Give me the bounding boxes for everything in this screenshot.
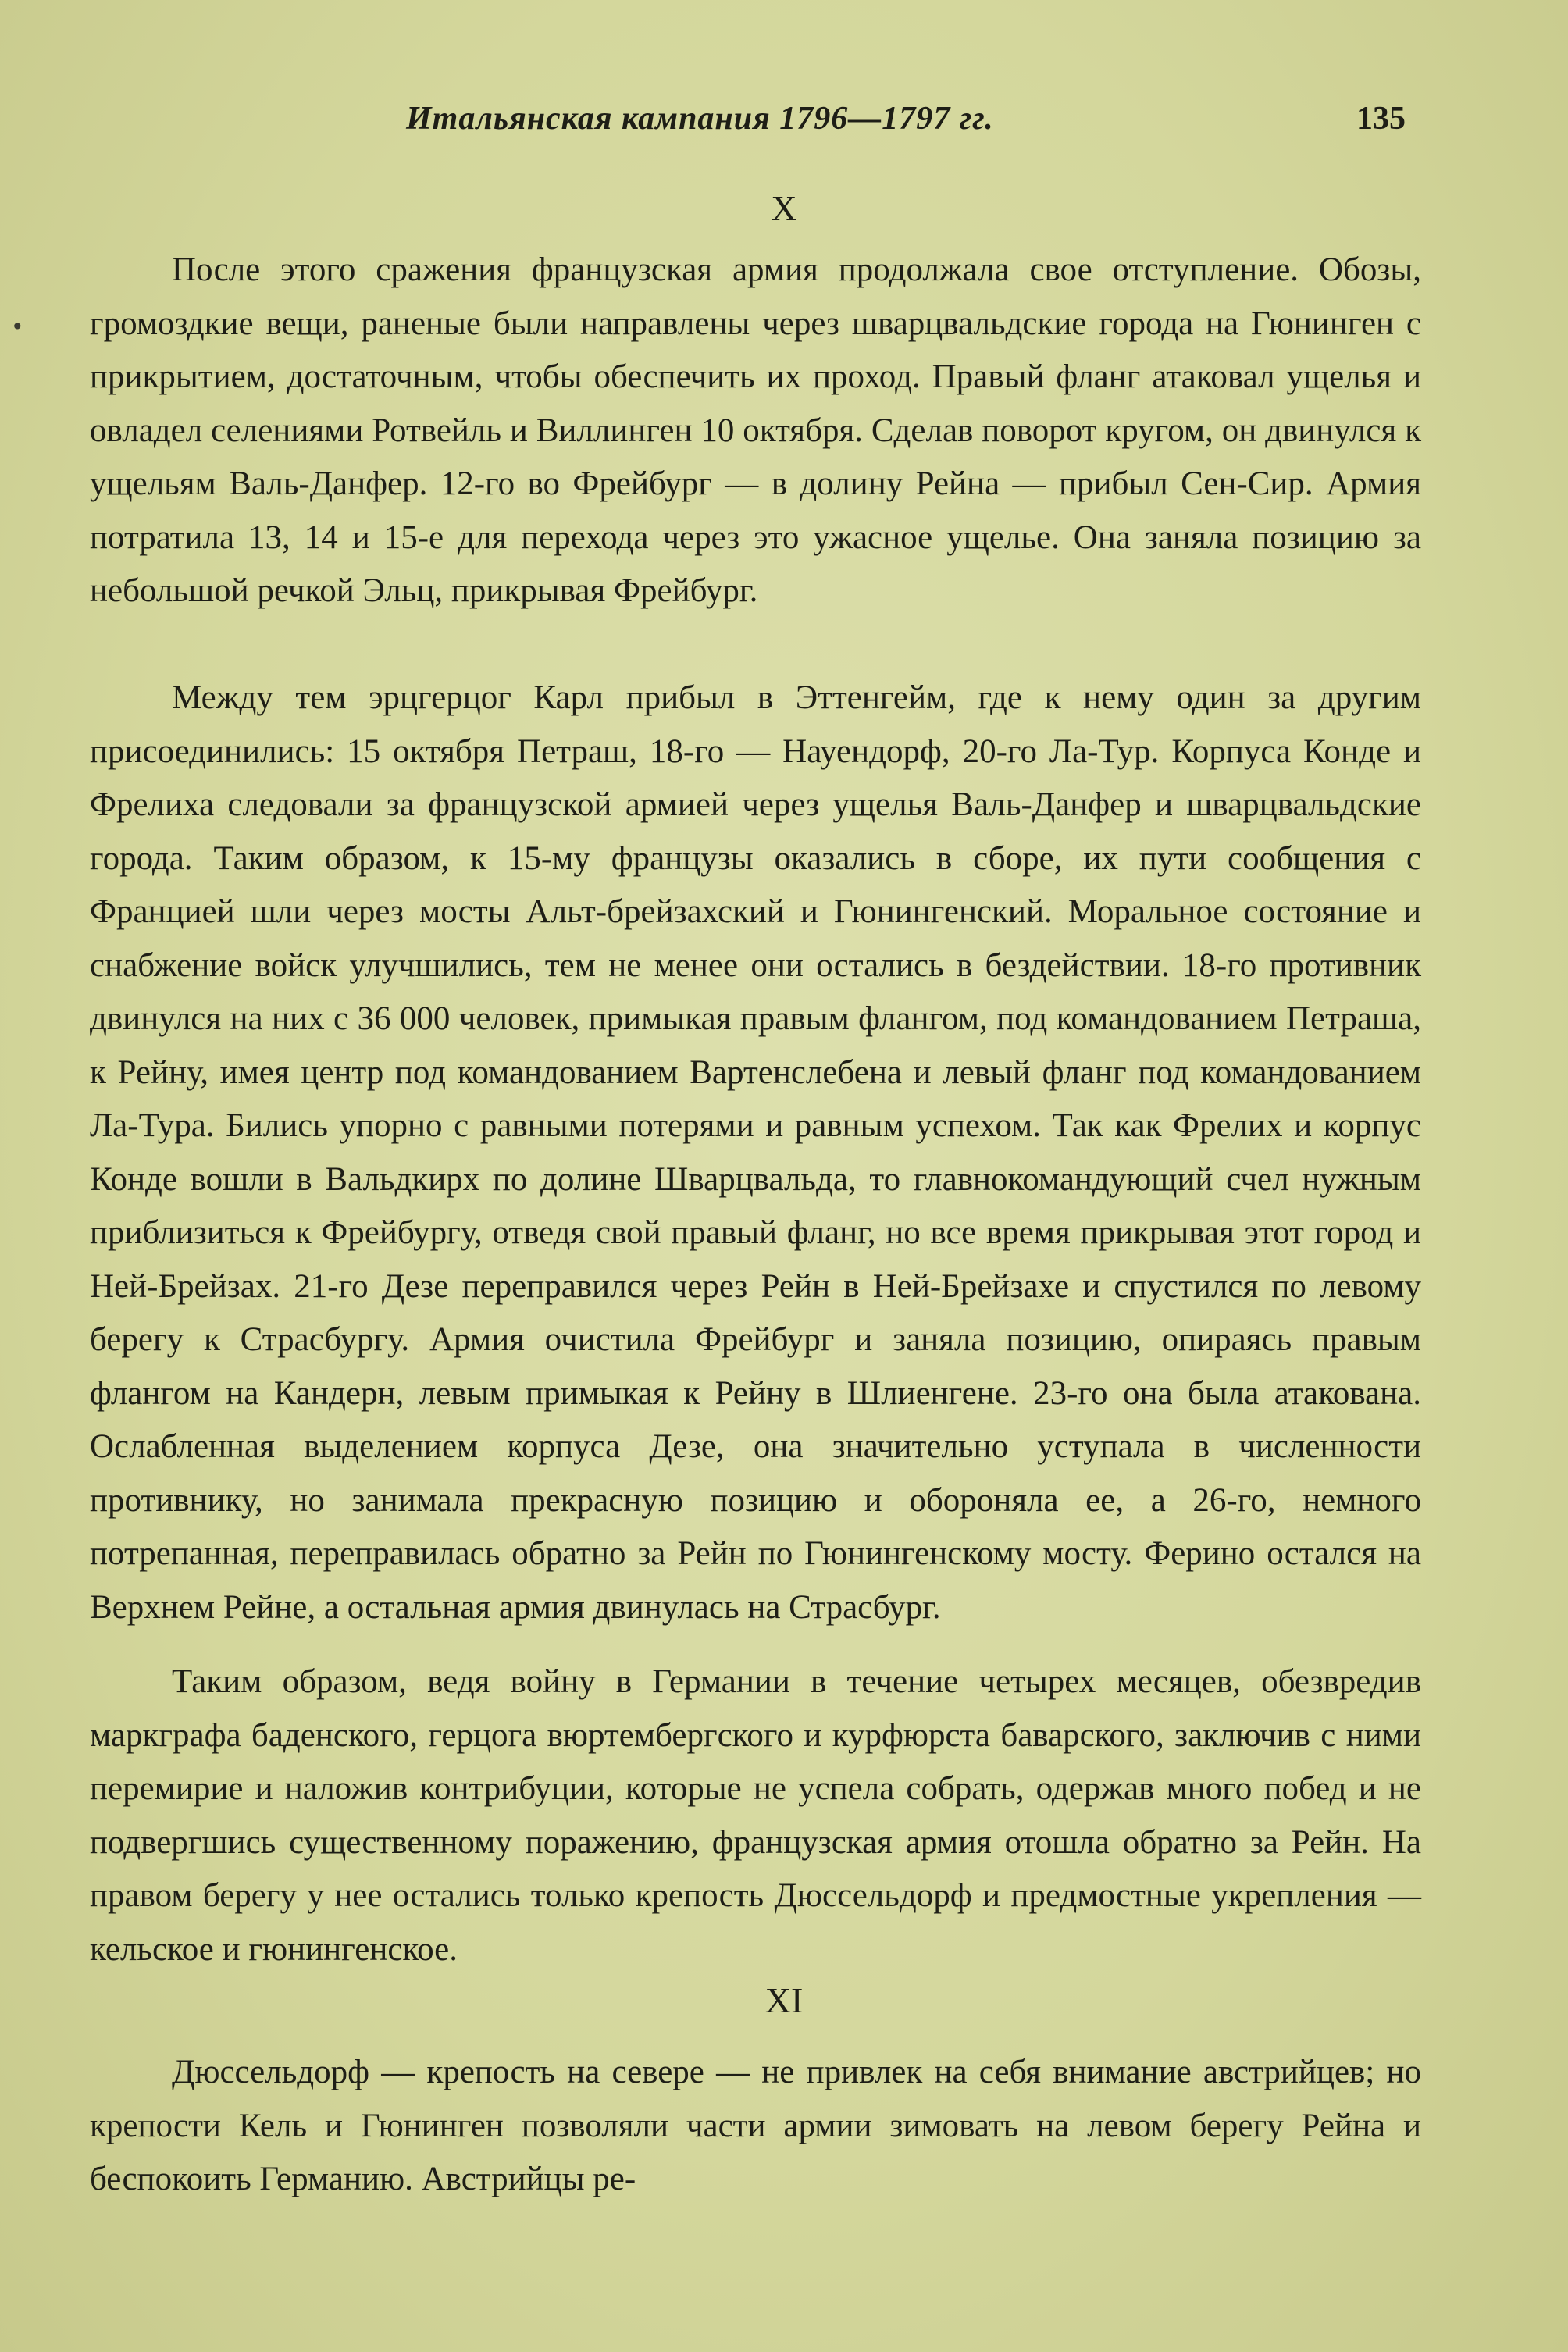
paragraph-1: После этого сражения французская армия продолжала свое отступление. Обозы, громоздкие вещи, раненые были направлены через шварцвальдские города на Гюнинген с прикрытием, достаточным, чтобы обеспечить их проход. Правый фланг атаковал ущелья и овладел селениями Ротвейль и Виллинген 10 октября. Сделав поворот кругом, он двинулся к ущельям Валь-Данфер. 12-го во Фрейбург — в долину Рейна — прибыл Сен-Сир. Армия потратила 13, 14 и 15-е для перехода через это ужасное ущелье. Она заняла позицию за небольшой речкой Эльц, прикрывая Фрейбург. [90,251,1421,609]
section-heading-x: X [771,188,797,228]
page-header [94,100,1406,155]
paragraph-2: Между тем эрцгерцог Карл прибыл в Эттенгейм, где к нему один за другим присоединились: 15 октября Петраш, 18-го — Науендорф, 20-го Ла-Тур. Корпуса Конде и Фрелиха следовали за французской армией через ущелья Валь-Данфер и шварцвальдские города. Таким образом, к 15-му французы оказались в сборе, их пути сообщения с Францией шли через мосты Альт-брейзахский и Гюнингенский. Моральное состояние и снабжение войск улучшились, тем не менее они остались в бездействии. 18-го противник двинулся на них с 36 000 человек, примыкая правым флангом, под командованием Петраша, к Рейну, имея центр под командованием Вартенслебена и левый фланг под командованием Ла-Тура. Бились упорно с равными потерями и равным успехом. Так как Фрелих и корпус Конде вошли в Вальдкирх по долине Шварцвальда, то главнокомандующий счел нужным приблизиться к Фрейбургу, отведя свой правый фланг, но все время прикрывая этот город и Ней-Брейзах. 21-го Дезе переправился через Рейн в Ней-Брейзахе и спустился по левому берегу к Страсбургу. Армия очистила Фрейбург и заняла позицию, опираясь правым флангом на Кандерн, левым примыкая к Рейну в Шлиенгене. 23-го она была атакована. Ослабленная выделением корпуса Дезе, она значительно уступала в численности противнику, но занимала прекрасную позицию и обороняла ее, а 26-го, немного потрепанная, переправилась обратно за Рейн по Гюнингенскому мосту. Ферино остался на Верхнем Рейне, а остальная армия двинулась на Страсбург. [90,679,1421,1626]
section-heading-xi: XI [764,1980,804,2020]
running-title: Итальянская кампания 1796—1797 гг. [406,101,994,137]
paragraph-4: Дюссельдорф — крепость на севере — не привлек на себя внимание австрийцев; но крепости Кель и Гюнинген позволяли части армии зимовать на левом берегу Рейна и беспокоить Германию. Австрийцы ре- [90,2054,1421,2197]
page-number: 135 [1356,101,1406,137]
margin-speck-icon: • [11,314,24,340]
paragraph-3: Таким образом, ведя войну в Германии в течение четырех месяцев, обезвредив маркграфа баденского, герцога вюртембергского и курфюрста баварского, заключив с ними перемирие и наложив контрибуции, которые не успела собрать, одержав много побед и не подвергшись существенному поражению, французская армия отошла обратно за Рейн. На правом берегу у нее остались только крепость Дюссельдорф и предмостные укрепления — кельское и гюнингенское. [90,1663,1421,1968]
